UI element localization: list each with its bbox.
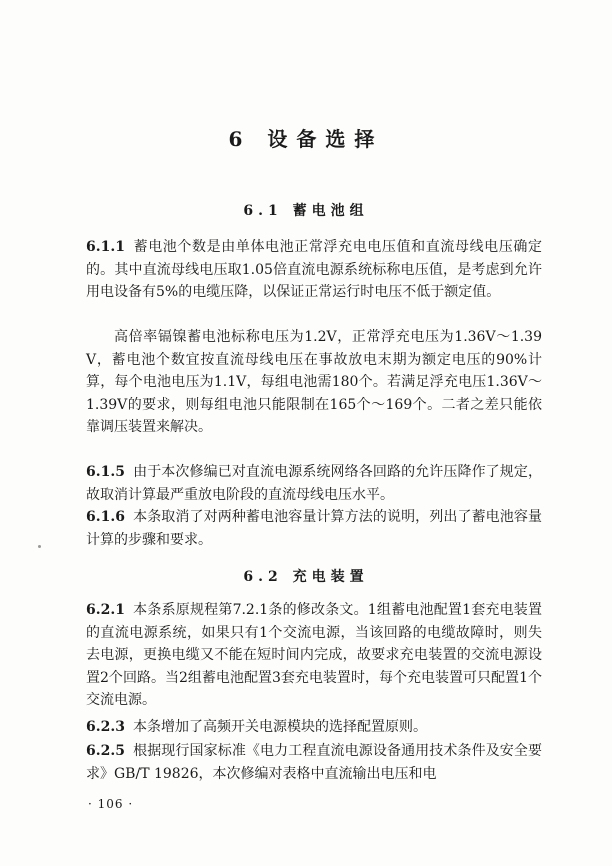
paragraph-6-1-1 [86,236,542,304]
paragraph-6-2-3 [86,716,542,739]
clause-text: 由于本次修编已对直流电源系统网络各回路的允许压降作了规定，故取消计算最严重放电阶段的直流母线电压水平。 [86,464,542,503]
clause-text: 根据现行国家标准《电力工程直流电源设备通用技术条件及安全要求》GB/T 19826，本次修编对表格中直流输出电压和电 [86,743,542,782]
clause-number: 6.2.5 [86,743,125,759]
clause-text: 高倍率镉镍蓄电池标称电压为1.2V，正常浮充电压为1.36V～1.39V，蓄电池个数宜按直流母线电压在事故放电末期为额定电压的90%计算，每个电池电压为1.1V，每组电池需180个。若满足浮充电压1.36V～1.39V的要求，则每组电池只能限制在165个～169个。二者之差只能依靠调压装置来解决。 [86,329,542,435]
clause-text: 本条增加了高频开关电源模块的选择配置原则。 [132,719,427,735]
page-number: · 106 · [88,797,134,811]
scan-speck [38,545,41,548]
chapter-title: 6 设备选择 [228,127,384,151]
clause-number: 6.1.1 [86,239,125,255]
clause-text: 本条系原规程第7.2.1条的修改条文。1组蓄电池配置1套充电装置的直流电源系统，如果只有1个交流电源，当该回路的电缆故障时，则失去电源，更换电缆又不能在短时间内完成，故要求充电装置的交流电源设置2个回路。当2组蓄电池配置3套充电装置时，每个充电装置可只配置1个交流电源。 [86,602,542,708]
clause-number: 6.1.5 [86,464,125,480]
paragraph-6-2-5 [86,740,542,785]
paragraph-6-1-1-continued [86,326,542,439]
clause-number: 6.2.3 [86,719,125,735]
section-title-6-2: 6.2 充电装置 [243,569,369,585]
paragraph-6-2-1 [86,599,542,712]
paragraph-6-1-6 [86,506,542,551]
clause-text: 本条取消了对两种蓄电池容量计算方法的说明，列出了蓄电池容量计算的步骤和要求。 [86,509,542,548]
paragraph-6-1-5 [86,461,542,506]
clause-number: 6.1.6 [86,509,125,525]
section-title-6-1: 6.1 蓄电池组 [243,203,369,219]
clause-number: 6.2.1 [86,602,125,618]
clause-text: 蓄电池个数是由单体电池正常浮充电电压值和直流母线电压确定的。其中直流母线电压取1.05倍直流电源系统标称电压值，是考虑到允许用电设备有5%的电缆压降，以保证正常运行时电压不低于额定值。 [86,239,542,300]
